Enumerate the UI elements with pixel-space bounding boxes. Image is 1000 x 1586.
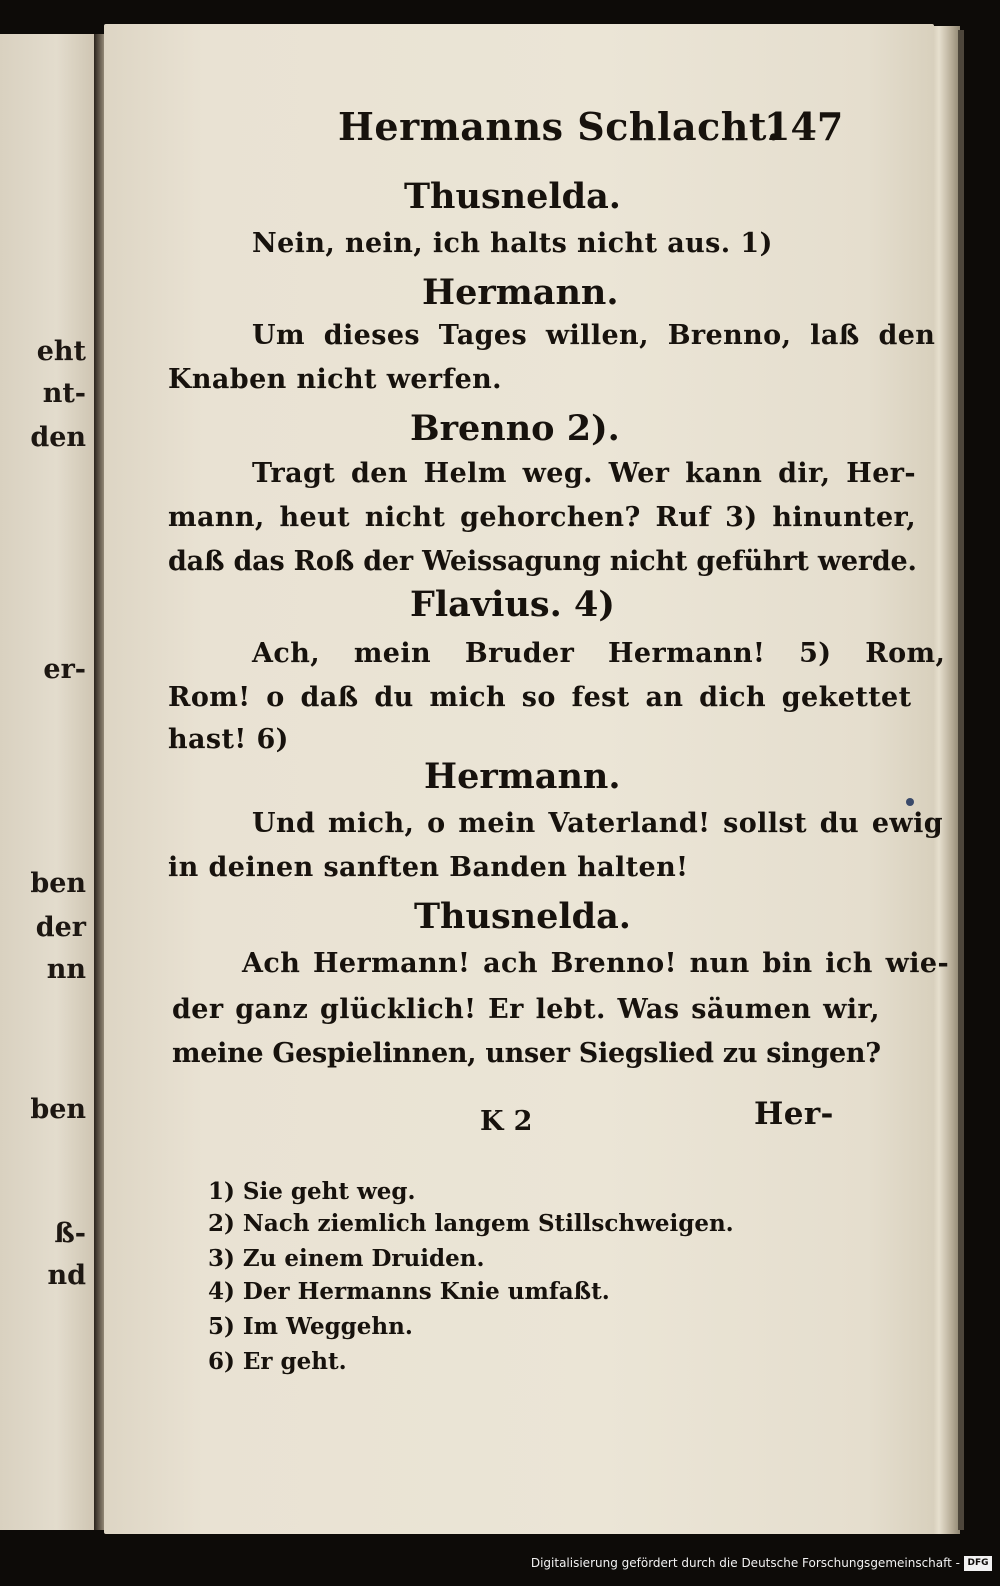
text-line: Knaben nicht werfen. xyxy=(168,364,502,395)
speaker-name: Hermann. xyxy=(422,272,619,313)
left-fragment-text: nn xyxy=(46,954,86,985)
signature-mark: K 2 xyxy=(480,1106,533,1137)
speaker-name: Brenno 2). xyxy=(410,408,620,449)
text-line: Und mich, o mein Vaterland! sollst du ewig xyxy=(252,808,944,839)
text-line: meine Gespielinnen, unser Siegslied zu singen? xyxy=(172,1038,881,1069)
text-line: Rom! o daß du mich so fest an dich gekettet xyxy=(168,682,912,713)
text-line: hast! 6) xyxy=(168,724,289,755)
page-edges-shadow xyxy=(958,30,964,1530)
footnote: 2) Nach ziemlich langem Stillschweigen. xyxy=(208,1210,734,1237)
left-fragment-text: ben xyxy=(30,868,86,899)
left-fragment-text: den xyxy=(30,422,86,453)
text-line: in deinen sanften Banden halten! xyxy=(168,852,689,883)
text-line: Ach Hermann! ach Brenno! nun bin ich wie- xyxy=(242,948,950,979)
running-title: Hermanns Schlacht. xyxy=(338,104,781,149)
text-line: Nein, nein, ich halts nicht aus. 1) xyxy=(252,228,773,259)
catchword: Her- xyxy=(754,1096,834,1132)
footnote: 1) Sie geht weg. xyxy=(208,1178,416,1205)
text-line: daß das Roß der Weissagung nicht geführt werde. xyxy=(168,546,917,577)
speaker-name: Thusnelda. xyxy=(414,896,631,937)
left-fragment-text: ben xyxy=(30,1094,86,1125)
dfg-logo: DFG xyxy=(964,1556,992,1571)
speaker-name: Flavius. 4) xyxy=(410,584,615,625)
page-number: 147 xyxy=(764,104,844,149)
speaker-name: Thusnelda. xyxy=(404,176,621,217)
footnote: 6) Er geht. xyxy=(208,1348,347,1375)
left-fragment-text: er- xyxy=(43,654,86,685)
left-fragment-text: eht xyxy=(36,336,86,367)
text-line: Ach, mein Bruder Hermann! 5) Rom, xyxy=(252,638,946,669)
text-line: mann, heut nicht gehorchen? Ruf 3) hinunter, xyxy=(168,502,917,533)
digitization-credit: Digitalisierung gefördert durch die Deutsche Forschungsgemeinschaft - xyxy=(530,1556,960,1570)
speaker-name: Hermann. xyxy=(424,756,621,797)
left-fragment-text: nd xyxy=(47,1260,86,1291)
text-line: Um dieses Tages willen, Brenno, laß den xyxy=(252,320,936,351)
left-fragment-text: der xyxy=(35,912,86,943)
left-page-fragment xyxy=(0,34,94,1530)
footnote: 4) Der Hermanns Knie umfaßt. xyxy=(208,1278,610,1305)
footnote: 3) Zu einem Druiden. xyxy=(208,1245,485,1272)
text-line: der ganz glücklich! Er lebt. Was säumen wir, xyxy=(172,994,880,1025)
ink-stain xyxy=(906,798,914,806)
text-line: Tragt den Helm weg. Wer kann dir, Her- xyxy=(252,458,917,489)
footnote: 5) Im Weggehn. xyxy=(208,1313,413,1340)
page-edges xyxy=(930,26,960,1534)
left-fragment-text: nt- xyxy=(42,378,86,409)
left-fragment-text: ß- xyxy=(54,1218,86,1249)
